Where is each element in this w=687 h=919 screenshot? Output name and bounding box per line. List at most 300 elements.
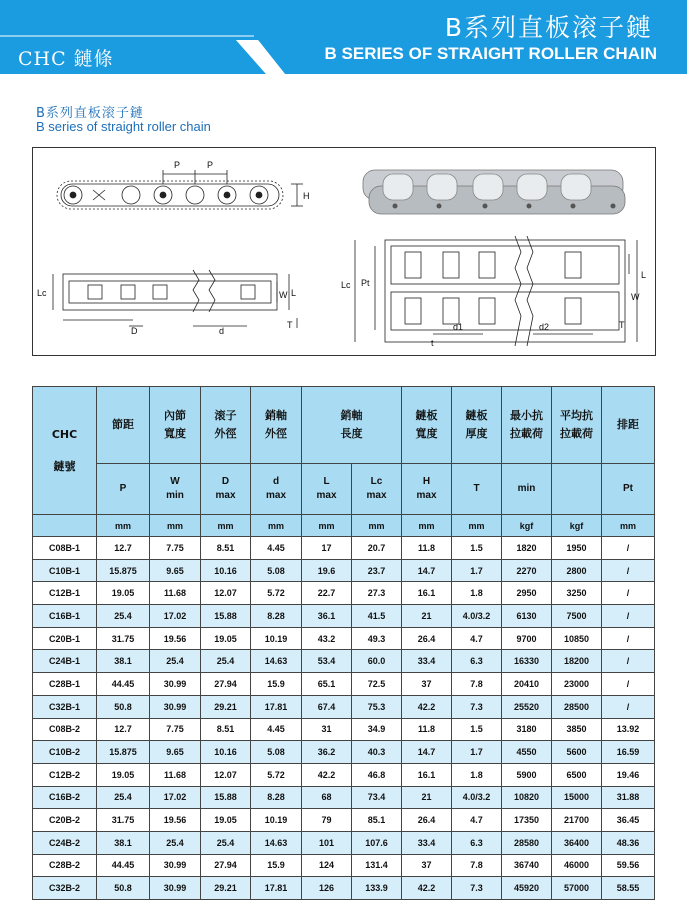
- table-cell: 28580: [502, 831, 552, 854]
- model-cell: C24B-1: [33, 650, 97, 673]
- dim-label-l: L: [291, 288, 297, 298]
- table-cell: 42.2: [302, 763, 352, 786]
- table-cell: 29.21: [201, 695, 251, 718]
- table-row: [33, 854, 655, 877]
- table-cell: 19.05: [97, 763, 150, 786]
- table-cell: 1.8: [452, 582, 502, 605]
- table-cell: 31.88: [602, 786, 655, 809]
- table-cell: 12.07: [201, 763, 251, 786]
- table-cell: 9.65: [150, 741, 201, 764]
- unit-cell: mm: [602, 515, 655, 537]
- table-cell: 28500: [552, 695, 602, 718]
- table-cell: 67.4: [302, 695, 352, 718]
- table-cell: 8.28: [251, 786, 302, 809]
- table-cell: 48.36: [602, 831, 655, 854]
- table-cell: 4.7: [452, 627, 502, 650]
- table-cell: 30.99: [150, 854, 201, 877]
- table-row: [33, 809, 655, 832]
- table-row: [33, 650, 655, 673]
- table-cell: /: [602, 537, 655, 560]
- col-zh-line: 銷軸: [340, 409, 363, 422]
- col-sym: min: [166, 490, 184, 501]
- col-zh-line: 鏈板: [465, 409, 488, 422]
- dim-label-h: H: [303, 191, 310, 201]
- col-zh-line: 內節: [164, 409, 186, 422]
- model-header: [33, 387, 97, 515]
- table-cell: /: [602, 559, 655, 582]
- dim-label-lc: Lc: [37, 288, 47, 298]
- table-cell: 57000: [552, 877, 602, 900]
- table-cell: 36.1: [302, 605, 352, 628]
- table-cell: 1.7: [452, 741, 502, 764]
- table-cell: 2270: [502, 559, 552, 582]
- table-cell: 7.8: [452, 854, 502, 877]
- table-cell: 58.55: [602, 877, 655, 900]
- table-cell: 19.05: [97, 582, 150, 605]
- model-cell: C24B-2: [33, 831, 97, 854]
- table-cell: 17: [302, 537, 352, 560]
- table-row: [33, 695, 655, 718]
- table-cell: 75.3: [352, 695, 402, 718]
- table-row: [33, 559, 655, 582]
- table-cell: 31: [302, 718, 352, 741]
- table-cell: /: [602, 695, 655, 718]
- col-sym: P: [119, 483, 127, 494]
- chain-drawing: [33, 148, 655, 355]
- unit-cell: kgf: [502, 515, 552, 537]
- table-cell: 31.75: [97, 809, 150, 832]
- unit-cell: mm: [452, 515, 502, 537]
- table-cell: 25.4: [97, 786, 150, 809]
- table-cell: 60.0: [352, 650, 402, 673]
- table-cell: 12.7: [97, 718, 150, 741]
- col-sym: min: [517, 483, 536, 494]
- table-cell: 26.4: [402, 809, 452, 832]
- table-cell: 37: [402, 673, 452, 696]
- table-cell: 38.1: [97, 650, 150, 673]
- table-cell: /: [602, 627, 655, 650]
- col-zh-line: 平均抗: [560, 409, 593, 422]
- model-cell: C28B-2: [33, 854, 97, 877]
- col-header-zh-avg-tensile: [552, 387, 602, 464]
- table-cell: 10820: [502, 786, 552, 809]
- table-cell: 126: [302, 877, 352, 900]
- col-sym: Lc: [370, 476, 383, 487]
- table-cell: 7.8: [452, 673, 502, 696]
- table-cell: 53.4: [302, 650, 352, 673]
- table-cell: 14.63: [251, 650, 302, 673]
- unit-cell: mm: [402, 515, 452, 537]
- col-zh-line: 節距: [112, 418, 134, 431]
- unit-cell: kgf: [552, 515, 602, 537]
- table-cell: 25.4: [97, 605, 150, 628]
- col-zh-line: 厚度: [465, 427, 488, 440]
- model-cell: C20B-1: [33, 627, 97, 650]
- dim-label-t-right: T: [619, 320, 625, 330]
- unit-row: [33, 515, 655, 537]
- table-cell: 17.81: [251, 695, 302, 718]
- dim-label-d-roller: D: [131, 326, 138, 336]
- table-cell: /: [602, 605, 655, 628]
- table-cell: 2800: [552, 559, 602, 582]
- table-cell: 15.9: [251, 854, 302, 877]
- col-header-zh-row-pitch: [602, 387, 655, 464]
- table-cell: 27.3: [352, 582, 402, 605]
- table-cell: 79: [302, 809, 352, 832]
- table-cell: 15.9: [251, 673, 302, 696]
- col-zh-line: 鏈板: [415, 409, 438, 422]
- table-cell: /: [602, 650, 655, 673]
- table-cell: 131.4: [352, 854, 402, 877]
- table-cell: 72.5: [352, 673, 402, 696]
- table-cell: 7.75: [150, 537, 201, 560]
- dim-label-w: W: [279, 290, 288, 300]
- col-header-zh-min-tensile: [502, 387, 552, 464]
- col-zh-line: 長度: [340, 427, 363, 440]
- table-cell: 133.9: [352, 877, 402, 900]
- table-cell: /: [602, 673, 655, 696]
- table-row: [33, 877, 655, 900]
- spec-table: [32, 386, 655, 900]
- col-zh-line: 外徑: [214, 427, 237, 440]
- dim-label-d-pin: d: [219, 326, 225, 336]
- table-cell: 19.6: [302, 559, 352, 582]
- unit-cell: mm: [97, 515, 150, 537]
- table-cell: 31.75: [97, 627, 150, 650]
- table-cell: 4.7: [452, 809, 502, 832]
- table-cell: 49.3: [352, 627, 402, 650]
- spec-body: [33, 537, 655, 900]
- table-cell: 6130: [502, 605, 552, 628]
- table-cell: 40.3: [352, 741, 402, 764]
- table-cell: 10.16: [201, 559, 251, 582]
- table-cell: 19.46: [602, 763, 655, 786]
- table-cell: 50.8: [97, 695, 150, 718]
- table-cell: 8.51: [201, 718, 251, 741]
- unit-cell: mm: [201, 515, 251, 537]
- table-cell: 5.08: [251, 559, 302, 582]
- model-cell: C08B-1: [33, 537, 97, 560]
- table-cell: 15.875: [97, 559, 150, 582]
- table-cell: 5900: [502, 763, 552, 786]
- dim-label-l-right: L: [641, 270, 647, 280]
- table-cell: 6.3: [452, 831, 502, 854]
- col-sym: d: [272, 476, 280, 487]
- table-cell: 7.75: [150, 718, 201, 741]
- table-cell: 36.2: [302, 741, 352, 764]
- dim-label-w-right: W: [631, 292, 640, 302]
- table-cell: 12.7: [97, 537, 150, 560]
- table-cell: 17.02: [150, 605, 201, 628]
- table-cell: 14.7: [402, 559, 452, 582]
- table-cell: 9.65: [150, 559, 201, 582]
- section-title-zh: B系列直板滚子鏈: [36, 106, 144, 121]
- table-cell: 34.9: [352, 718, 402, 741]
- table-cell: 25.4: [150, 831, 201, 854]
- table-cell: 19.05: [201, 627, 251, 650]
- table-cell: 1950: [552, 537, 602, 560]
- table-cell: 17.81: [251, 877, 302, 900]
- table-cell: 5.72: [251, 582, 302, 605]
- col-sym-pt: [602, 464, 655, 515]
- col-sym: max: [366, 490, 387, 501]
- table-cell: 45920: [502, 877, 552, 900]
- table-cell: 19.56: [150, 809, 201, 832]
- dim-label-p1: P: [174, 160, 181, 170]
- model-cell: C16B-1: [33, 605, 97, 628]
- table-cell: 10.16: [201, 741, 251, 764]
- table-row: [33, 582, 655, 605]
- table-cell: 10850: [552, 627, 602, 650]
- table-row: [33, 741, 655, 764]
- table-cell: 15.875: [97, 741, 150, 764]
- page-title-en: B SERIES OF STRAIGHT ROLLER CHAIN: [324, 44, 657, 63]
- table-row: [33, 627, 655, 650]
- col-sym-lc: [352, 464, 402, 515]
- table-row: [33, 786, 655, 809]
- table-cell: 11.68: [150, 582, 201, 605]
- col-zh-line: 銷軸: [265, 409, 287, 422]
- table-cell: 38.1: [97, 831, 150, 854]
- model-label: 鏈號: [53, 459, 76, 473]
- table-cell: 68: [302, 786, 352, 809]
- table-cell: 16330: [502, 650, 552, 673]
- table-cell: 1.8: [452, 763, 502, 786]
- col-sym-min: [502, 464, 552, 515]
- col-header-zh-pin-dia: [251, 387, 302, 464]
- table-cell: 23.7: [352, 559, 402, 582]
- table-cell: 36.45: [602, 809, 655, 832]
- table-cell: 6.3: [452, 650, 502, 673]
- col-sym: max: [416, 490, 437, 501]
- table-cell: 25.4: [150, 650, 201, 673]
- col-sym: W: [170, 476, 180, 487]
- table-cell: 1820: [502, 537, 552, 560]
- col-sym-l: [302, 464, 352, 515]
- table-cell: 124: [302, 854, 352, 877]
- col-sym: max: [265, 490, 286, 501]
- table-cell: 4.45: [251, 537, 302, 560]
- table-cell: 1.5: [452, 537, 502, 560]
- table-cell: 18200: [552, 650, 602, 673]
- table-cell: 5.72: [251, 763, 302, 786]
- table-cell: 5.08: [251, 741, 302, 764]
- table-cell: 36400: [552, 831, 602, 854]
- col-header-zh-roller-dia: [201, 387, 251, 464]
- table-cell: 4.45: [251, 718, 302, 741]
- table-cell: 46000: [552, 854, 602, 877]
- col-sym: T: [473, 483, 480, 494]
- table-cell: 30.99: [150, 695, 201, 718]
- table-cell: 30.99: [150, 673, 201, 696]
- model-cell: C08B-2: [33, 718, 97, 741]
- model-cell: C32B-2: [33, 877, 97, 900]
- table-cell: 59.56: [602, 854, 655, 877]
- model-cell: C20B-2: [33, 809, 97, 832]
- table-cell: 27.94: [201, 673, 251, 696]
- col-sym: Pt: [623, 483, 633, 494]
- table-cell: 65.1: [302, 673, 352, 696]
- table-cell: 11.8: [402, 537, 452, 560]
- dim-label-t-small: t: [431, 338, 434, 348]
- model-cell: C12B-2: [33, 763, 97, 786]
- table-cell: 42.2: [402, 877, 452, 900]
- table-cell: 27.94: [201, 854, 251, 877]
- table-cell: 41.5: [352, 605, 402, 628]
- table-cell: 17.02: [150, 786, 201, 809]
- table-cell: 20410: [502, 673, 552, 696]
- table-cell: 8.51: [201, 537, 251, 560]
- table-cell: 15000: [552, 786, 602, 809]
- table-cell: 107.6: [352, 831, 402, 854]
- col-sym-t: [452, 464, 502, 515]
- table-cell: 10.19: [251, 809, 302, 832]
- table-cell: 10.19: [251, 627, 302, 650]
- dim-label-t-left: T: [287, 320, 293, 330]
- table-cell: 33.4: [402, 650, 452, 673]
- table-cell: 17350: [502, 809, 552, 832]
- table-cell: 25.4: [201, 831, 251, 854]
- unit-cell: mm: [352, 515, 402, 537]
- table-cell: 29.21: [201, 877, 251, 900]
- table-cell: 50.8: [97, 877, 150, 900]
- section-title-en: B series of straight roller chain: [36, 119, 211, 134]
- table-cell: 1.5: [452, 718, 502, 741]
- col-zh-line: 外徑: [265, 427, 287, 440]
- table-cell: 8.28: [251, 605, 302, 628]
- table-cell: 13.92: [602, 718, 655, 741]
- dim-label-p2: P: [207, 160, 214, 170]
- col-sym: max: [316, 490, 337, 501]
- table-cell: 44.45: [97, 854, 150, 877]
- model-cell: C32B-1: [33, 695, 97, 718]
- table-cell: 36740: [502, 854, 552, 877]
- brand-label: CHC 鏈條: [18, 48, 114, 70]
- table-cell: 7.3: [452, 877, 502, 900]
- dim-label-d2: d2: [539, 322, 550, 332]
- table-cell: 16.1: [402, 763, 452, 786]
- table-cell: 21700: [552, 809, 602, 832]
- table-cell: 9700: [502, 627, 552, 650]
- table-cell: 23000: [552, 673, 602, 696]
- table-cell: 14.63: [251, 831, 302, 854]
- table-row: [33, 673, 655, 696]
- table-cell: 11.8: [402, 718, 452, 741]
- col-header-zh-plate-thick: [452, 387, 502, 464]
- chc-label: CHC: [51, 427, 78, 441]
- table-cell: 3180: [502, 718, 552, 741]
- table-cell: 6500: [552, 763, 602, 786]
- table-row: [33, 718, 655, 741]
- table-cell: 15.88: [201, 786, 251, 809]
- table-cell: 37: [402, 854, 452, 877]
- table-cell: 11.68: [150, 763, 201, 786]
- table-cell: /: [602, 582, 655, 605]
- table-cell: 30.99: [150, 877, 201, 900]
- table-cell: 1.7: [452, 559, 502, 582]
- col-sym-h: [402, 464, 452, 515]
- table-cell: 42.2: [402, 695, 452, 718]
- table-cell: 19.56: [150, 627, 201, 650]
- table-cell: 33.4: [402, 831, 452, 854]
- table-cell: 3250: [552, 582, 602, 605]
- table-cell: 4550: [502, 741, 552, 764]
- col-zh-line: 拉載荷: [510, 427, 543, 440]
- unit-cell: mm: [251, 515, 302, 537]
- unit-cell: mm: [302, 515, 352, 537]
- table-cell: 4.0/3.2: [452, 786, 502, 809]
- table-row: [33, 605, 655, 628]
- table-cell: 26.4: [402, 627, 452, 650]
- table-cell: 5600: [552, 741, 602, 764]
- col-zh-line: 寬度: [164, 427, 186, 440]
- col-zh-line: 拉載荷: [560, 427, 593, 440]
- col-sym-w: [150, 464, 201, 515]
- table-row: [33, 537, 655, 560]
- table-cell: 21: [402, 605, 452, 628]
- table-cell: 101: [302, 831, 352, 854]
- table-cell: 73.4: [352, 786, 402, 809]
- col-zh-line: 滚子: [214, 409, 237, 422]
- dim-label-pt: Pt: [361, 278, 370, 288]
- table-row: [33, 763, 655, 786]
- col-zh-line: 寬度: [415, 427, 438, 440]
- table-cell: 14.7: [402, 741, 452, 764]
- dim-label-lc-right: Lc: [341, 280, 351, 290]
- model-cell: C10B-2: [33, 741, 97, 764]
- table-cell: 16.59: [602, 741, 655, 764]
- table-cell: 16.1: [402, 582, 452, 605]
- page-title-zh: B系列直板滚子鏈: [444, 13, 653, 42]
- table-cell: 25.4: [201, 650, 251, 673]
- table-cell: 25520: [502, 695, 552, 718]
- table-cell: 2950: [502, 582, 552, 605]
- table-cell: 21: [402, 786, 452, 809]
- col-sym-avg: [552, 464, 602, 515]
- col-sym: L: [323, 476, 330, 487]
- col-sym: max: [215, 490, 236, 501]
- table-cell: 15.88: [201, 605, 251, 628]
- table-cell: 19.05: [201, 809, 251, 832]
- table-cell: 7500: [552, 605, 602, 628]
- table-cell: 22.7: [302, 582, 352, 605]
- table-cell: 12.07: [201, 582, 251, 605]
- table-cell: 4.0/3.2: [452, 605, 502, 628]
- table-row: [33, 831, 655, 854]
- col-sym: D: [221, 476, 230, 487]
- model-cell: C10B-1: [33, 559, 97, 582]
- col-sym-d-pin: [251, 464, 302, 515]
- unit-cell: mm: [150, 515, 201, 537]
- col-sym: H: [422, 476, 431, 487]
- col-header-zh-pitch: [97, 387, 150, 464]
- table-cell: 44.45: [97, 673, 150, 696]
- table-cell: 43.2: [302, 627, 352, 650]
- table-cell: 7.3: [452, 695, 502, 718]
- col-sym-p: [97, 464, 150, 515]
- col-header-zh-inner-width: [150, 387, 201, 464]
- unit-blank: [33, 515, 97, 537]
- dim-label-d1: d1: [453, 322, 464, 332]
- model-cell: C28B-1: [33, 673, 97, 696]
- model-cell: C16B-2: [33, 786, 97, 809]
- header-banner: [0, 0, 687, 74]
- col-header-zh-pin-length: [302, 387, 402, 464]
- col-header-zh-plate-width: [402, 387, 452, 464]
- col-zh-line: 最小抗: [510, 409, 543, 422]
- table-cell: 46.8: [352, 763, 402, 786]
- col-sym-d-roller: [201, 464, 251, 515]
